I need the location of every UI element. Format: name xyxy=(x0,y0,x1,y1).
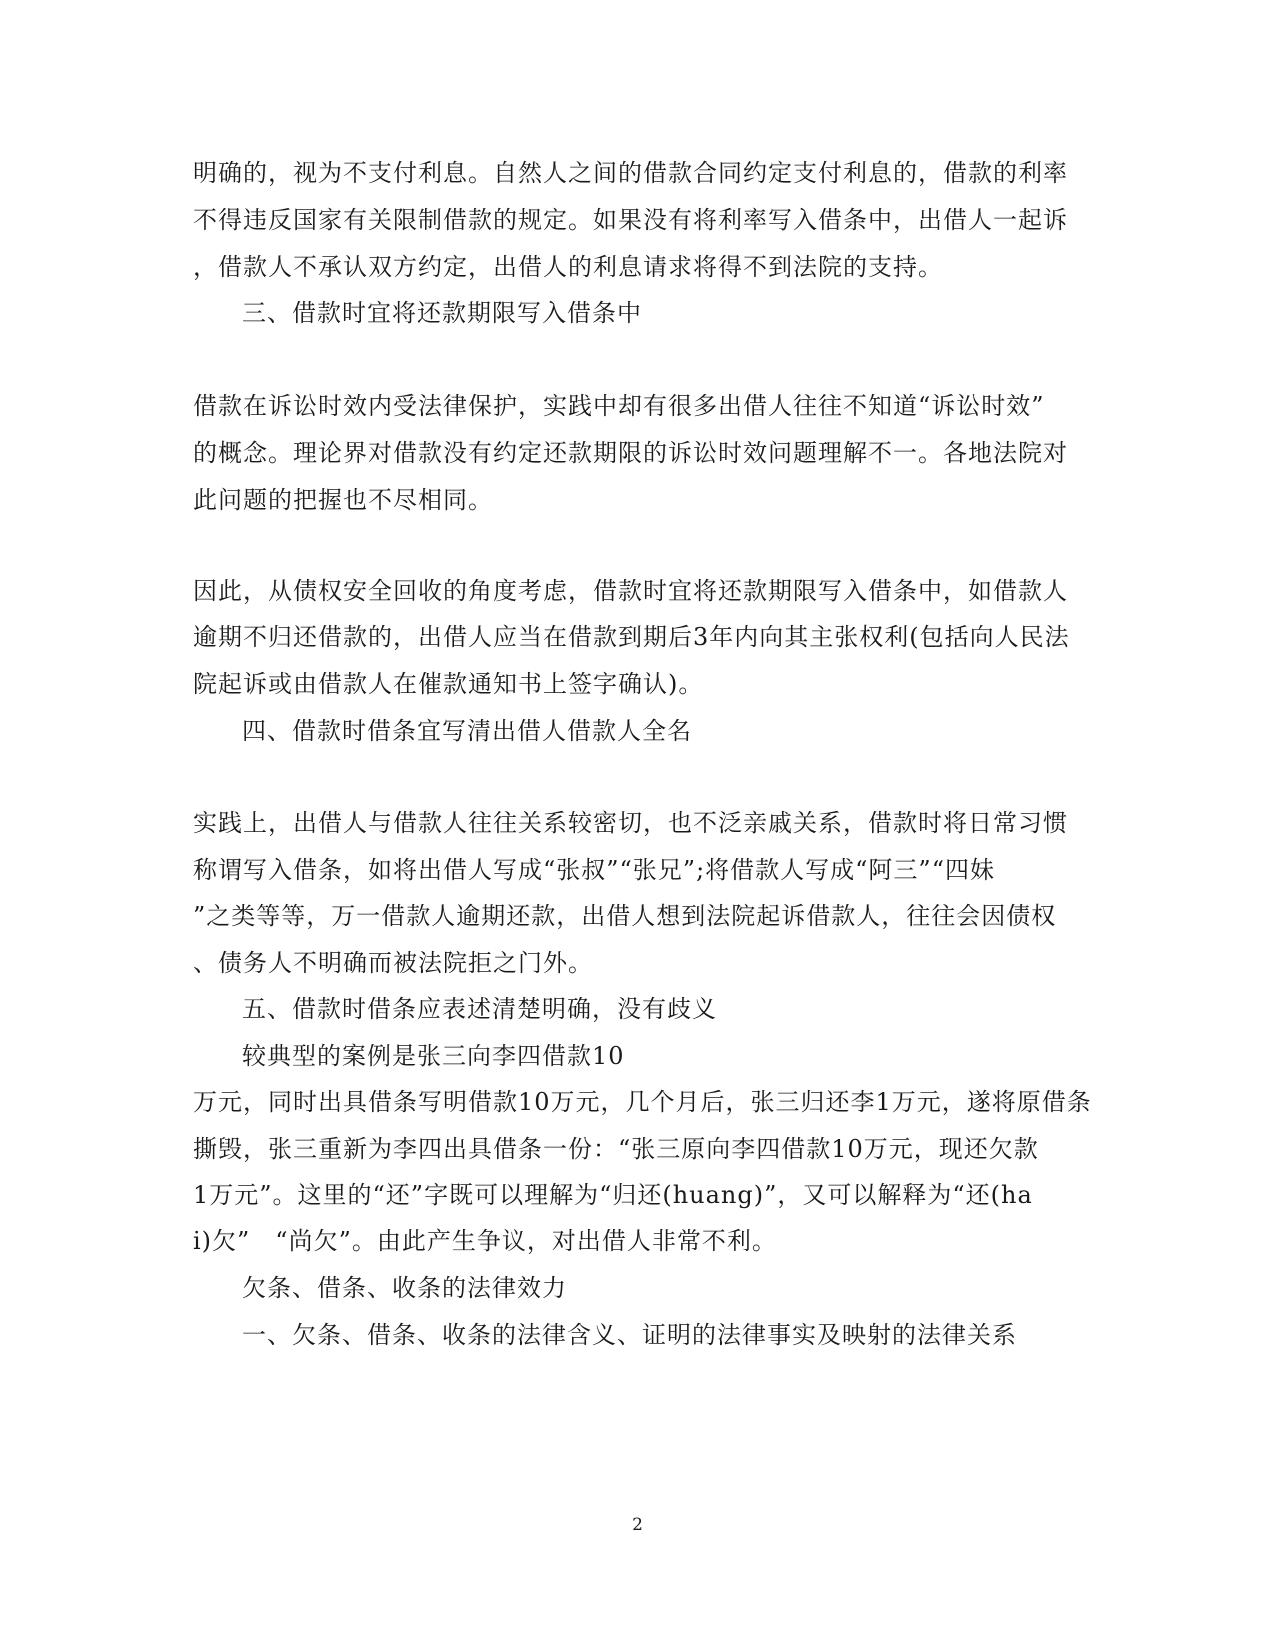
section-heading: 五、借款时借条应表述清楚明确，没有歧义 xyxy=(242,995,717,1023)
body-line: 实践上，出借人与借款人往往关系较密切，也不泛亲戚关系，借款时将日常习惯 xyxy=(193,809,1068,837)
body-line: 称谓写入借条，如将出借人写成“张叔”“张兄”;将借款人写成“阿三”“四妹 xyxy=(193,856,995,884)
body-line: 万元，同时出具借条写明借款10万元，几个月后，张三归还李1万元，遂将原借条 xyxy=(193,1088,1092,1116)
body-line: 不得违反国家有关限制借款的规定。如果没有将利率写入借条中，出借人一起诉 xyxy=(193,206,1068,234)
body-line: 撕毁，张三重新为李四出具借条一份：“张三原向李四借款10万元，现还欠款 xyxy=(193,1135,1039,1163)
body-line: ，借款人不承认双方约定，出借人的利息请求将得不到法院的支持。 xyxy=(193,253,943,281)
body-line: i)欠” “尚欠”。由此产生争议，对出借人非常不利。 xyxy=(193,1227,777,1255)
section-heading: 一、欠条、借条、收条的法律含义、证明的法律事实及映射的法律关系 xyxy=(242,1321,1017,1349)
body-line: 1万元”。这里的“还”字既可以理解为“归还(huang)”，又可以解释为“还(ha xyxy=(193,1181,1033,1209)
body-line: 、债务人不明确而被法院拒之门外。 xyxy=(193,949,593,977)
body-line: 此问题的把握也不尽相同。 xyxy=(193,486,493,514)
body-line: 因此，从债权安全回收的角度考虑，借款时宜将还款期限写入借条中，如借款人 xyxy=(193,577,1068,605)
body-line: 院起诉或由借款人在催款通知书上签字确认)。 xyxy=(193,670,704,698)
body-line: 明确的，视为不支付利息。自然人之间的借款合同约定支付利息的，借款的利率 xyxy=(193,159,1068,187)
body-line: 较典型的案例是张三向李四借款10 xyxy=(242,1042,625,1070)
body-line: 的概念。理论界对借款没有约定还款期限的诉讼时效问题理解不一。各地法院对 xyxy=(193,439,1068,467)
page-number: 2 xyxy=(632,1515,643,1535)
body-line: 借款在诉讼时效内受法律保护，实践中却有很多出借人往往不知道“诉讼时效” xyxy=(193,392,1045,420)
section-heading: 四、借款时借条宜写清出借人借款人全名 xyxy=(242,717,692,745)
section-heading: 三、借款时宜将还款期限写入借条中 xyxy=(242,299,642,327)
body-line: ”之类等等，万一借款人逾期还款，出借人想到法院起诉借款人，往往会因债权 xyxy=(193,902,1057,930)
section-heading: 欠条、借条、收条的法律效力 xyxy=(242,1274,567,1302)
body-line: 逾期不归还借款的，出借人应当在借款到期后3年内向其主张权利(包括向人民法 xyxy=(193,623,1070,651)
